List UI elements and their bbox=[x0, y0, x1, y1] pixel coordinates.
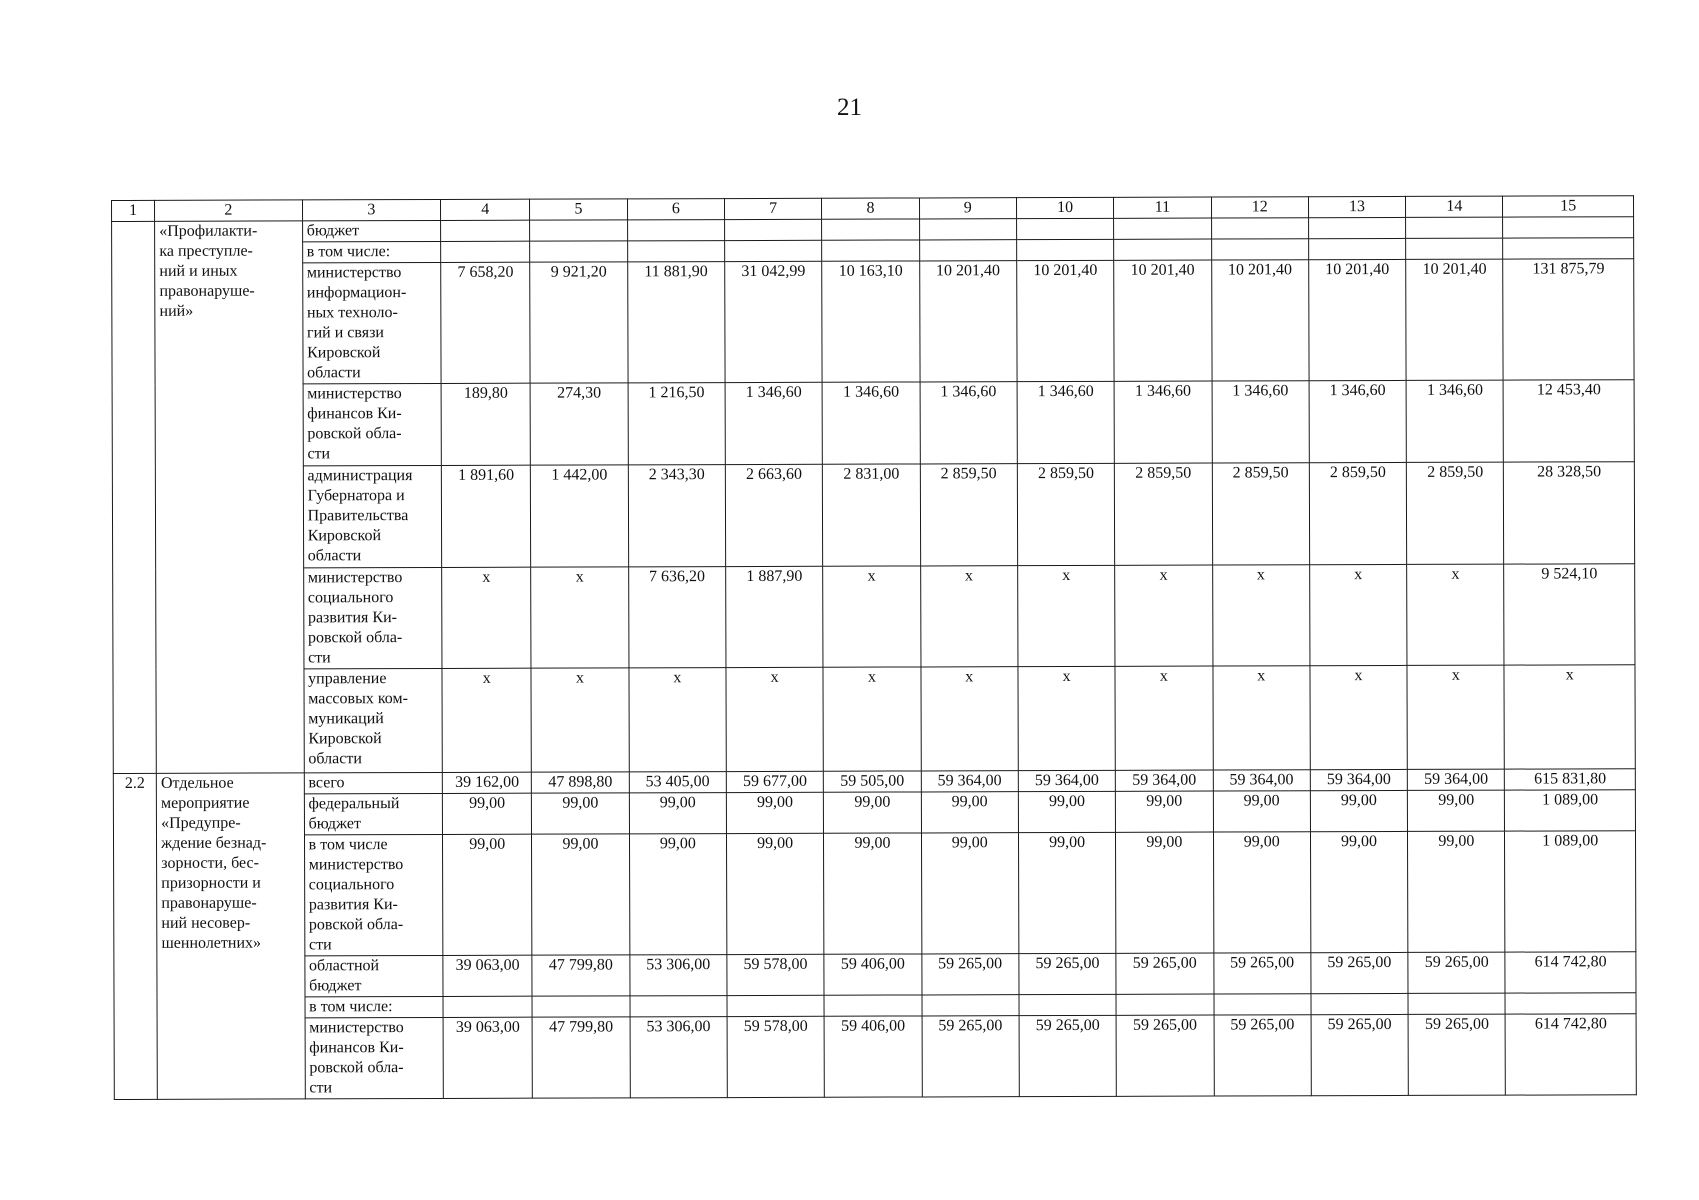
amount-cell: х bbox=[1310, 665, 1408, 769]
amount-cell: 59 578,00 bbox=[727, 954, 824, 995]
funding-source-label: управление массовых ком- муникаций Кировской области bbox=[304, 668, 443, 772]
amount-cell: 59 265,00 bbox=[1408, 952, 1505, 993]
column-number-cell: 5 bbox=[530, 199, 627, 220]
amount-cell: 99,00 bbox=[1018, 832, 1116, 953]
amount-cell bbox=[627, 241, 724, 262]
amount-cell: х bbox=[1407, 665, 1505, 769]
amount-cell: 59 265,00 bbox=[1408, 1014, 1506, 1095]
amount-cell: х bbox=[726, 667, 824, 771]
amount-cell: 9 524,10 bbox=[1504, 564, 1635, 665]
amount-cell: 1 442,00 bbox=[531, 465, 629, 567]
amount-cell bbox=[441, 241, 530, 262]
amount-cell: 99,00 bbox=[532, 793, 629, 834]
amount-cell: 10 201,40 bbox=[1211, 260, 1309, 381]
amount-cell bbox=[727, 995, 824, 1016]
amount-cell bbox=[1016, 218, 1113, 239]
table-row bbox=[112, 380, 1634, 467]
amount-cell bbox=[1019, 994, 1116, 1015]
amount-cell: 99,00 bbox=[1310, 790, 1407, 831]
amount-cell: 59 265,00 bbox=[1116, 1015, 1214, 1096]
amount-cell bbox=[822, 240, 919, 261]
amount-cell: 2 343,30 bbox=[628, 465, 726, 567]
amount-cell: 10 201,40 bbox=[919, 261, 1017, 382]
amount-cell bbox=[919, 240, 1016, 261]
table-row bbox=[112, 259, 1634, 385]
amount-cell: 59 265,00 bbox=[1019, 953, 1116, 994]
amount-cell: 1 346,60 bbox=[725, 382, 823, 464]
column-number-cell: 10 bbox=[1016, 197, 1113, 218]
amount-cell: 7 636,20 bbox=[628, 567, 726, 668]
amount-cell: 10 201,40 bbox=[1114, 260, 1212, 381]
table-row bbox=[113, 790, 1635, 836]
event-name-cell: Отдельное мероприятие «Предупре- ждение безнад- зорности, бес- призорности и правонаруше- ний несовер- шеннолетних» bbox=[156, 773, 305, 1099]
amount-cell: 99,00 bbox=[921, 792, 1018, 833]
amount-cell: х bbox=[1115, 666, 1213, 770]
amount-cell: 53 306,00 bbox=[630, 955, 727, 996]
amount-cell: х bbox=[1018, 565, 1116, 666]
amount-cell bbox=[1211, 239, 1308, 260]
amount-cell: 1 891,60 bbox=[441, 465, 531, 567]
amount-cell bbox=[441, 220, 530, 241]
amount-cell bbox=[1503, 238, 1634, 259]
amount-cell: 12 453,40 bbox=[1504, 380, 1635, 462]
amount-cell: х bbox=[921, 667, 1019, 771]
amount-cell: х bbox=[531, 567, 629, 668]
amount-cell bbox=[922, 995, 1019, 1016]
amount-cell: х bbox=[1504, 665, 1635, 769]
amount-cell: 59 364,00 bbox=[1407, 769, 1504, 790]
amount-cell: 2 859,50 bbox=[1212, 463, 1310, 565]
amount-cell: 1 089,00 bbox=[1505, 831, 1636, 952]
amount-cell: х bbox=[1213, 666, 1311, 770]
amount-cell: 99,00 bbox=[629, 834, 727, 955]
amount-cell: 53 405,00 bbox=[629, 772, 726, 793]
amount-cell: 99,00 bbox=[629, 793, 726, 834]
amount-cell: 1 216,50 bbox=[628, 383, 726, 465]
funding-source-label: всего bbox=[304, 772, 443, 793]
amount-cell: 59 578,00 bbox=[727, 1016, 825, 1097]
amount-cell bbox=[627, 220, 724, 241]
event-number-cell bbox=[112, 221, 157, 773]
amount-cell: х bbox=[442, 668, 532, 772]
amount-cell bbox=[1114, 239, 1211, 260]
amount-cell: 59 406,00 bbox=[824, 1016, 922, 1097]
amount-cell bbox=[1408, 993, 1505, 1014]
amount-cell: 1 346,60 bbox=[822, 382, 920, 464]
amount-cell: 59 265,00 bbox=[1116, 953, 1213, 994]
amount-cell: 59 364,00 bbox=[921, 771, 1018, 792]
amount-cell bbox=[1503, 217, 1634, 238]
amount-cell bbox=[1505, 993, 1636, 1014]
amount-cell bbox=[1308, 238, 1405, 259]
amount-cell bbox=[725, 219, 822, 240]
amount-cell: х bbox=[1407, 564, 1505, 665]
amount-cell bbox=[919, 219, 1016, 240]
amount-cell: 59 265,00 bbox=[1019, 1015, 1117, 1096]
table-row bbox=[114, 1014, 1636, 1100]
amount-cell: 59 265,00 bbox=[1214, 1015, 1312, 1096]
funding-source-label: министерство финансов Ки- ровской обла- сти bbox=[305, 1017, 444, 1098]
amount-cell: 59 265,00 bbox=[922, 1016, 1020, 1097]
amount-cell: 59 265,00 bbox=[1213, 953, 1310, 994]
column-number-cell: 6 bbox=[627, 199, 724, 220]
table-body bbox=[112, 196, 1637, 1100]
amount-cell: 131 875,79 bbox=[1503, 259, 1634, 380]
amount-cell bbox=[1311, 993, 1408, 1014]
table-row bbox=[112, 462, 1634, 569]
amount-cell: 1 887,90 bbox=[726, 566, 824, 667]
amount-cell: х bbox=[823, 566, 921, 667]
amount-cell bbox=[1308, 217, 1405, 238]
amount-cell bbox=[1214, 994, 1311, 1015]
amount-cell: 1 346,60 bbox=[1212, 381, 1310, 463]
amount-cell: 10 201,40 bbox=[1017, 260, 1115, 381]
event-name-cell: «Профилакти- ка преступле- ний и иных правонаруше- ний» bbox=[155, 221, 304, 773]
amount-cell: х bbox=[531, 668, 629, 772]
amount-cell: 1 346,60 bbox=[1309, 380, 1407, 462]
column-number-cell: 7 bbox=[724, 198, 821, 219]
amount-cell: х bbox=[1018, 666, 1116, 770]
amount-cell bbox=[532, 996, 629, 1017]
amount-cell bbox=[1406, 217, 1503, 238]
amount-cell: 1 089,00 bbox=[1505, 790, 1636, 831]
amount-cell: х bbox=[629, 668, 727, 772]
amount-cell bbox=[1116, 994, 1213, 1015]
amount-cell: 99,00 bbox=[1018, 791, 1115, 832]
amount-cell: 59 265,00 bbox=[1311, 952, 1408, 993]
amount-cell bbox=[1017, 239, 1114, 260]
amount-cell: 47 799,80 bbox=[532, 1017, 630, 1098]
funding-source-label: областной бюджет bbox=[305, 955, 444, 996]
amount-cell: 28 328,50 bbox=[1504, 462, 1635, 564]
amount-cell: 99,00 bbox=[532, 834, 630, 955]
table-row bbox=[113, 831, 1635, 957]
amount-cell: 2 663,60 bbox=[725, 464, 823, 566]
column-number-cell: 3 bbox=[302, 199, 441, 220]
amount-cell: 59 505,00 bbox=[824, 771, 921, 792]
amount-cell: х bbox=[1310, 564, 1408, 665]
amount-cell: 99,00 bbox=[442, 793, 531, 834]
amount-cell: 615 831,80 bbox=[1505, 769, 1636, 790]
amount-cell: 99,00 bbox=[921, 833, 1019, 954]
amount-cell bbox=[822, 219, 919, 240]
amount-cell: 99,00 bbox=[726, 792, 823, 833]
column-number-cell: 15 bbox=[1503, 196, 1634, 217]
amount-cell: 99,00 bbox=[1408, 790, 1505, 831]
amount-cell: 1 346,60 bbox=[1017, 381, 1115, 463]
amount-cell: 99,00 bbox=[443, 834, 533, 955]
funding-source-label: администрация Губернатора и Правительства Кировской области bbox=[303, 465, 442, 567]
amount-cell: 99,00 bbox=[1213, 791, 1310, 832]
amount-cell bbox=[530, 241, 627, 262]
amount-cell: х bbox=[920, 566, 1018, 667]
column-number-cell: 8 bbox=[822, 198, 919, 219]
amount-cell: 99,00 bbox=[726, 833, 824, 954]
column-number-cell: 14 bbox=[1406, 196, 1503, 217]
column-number-cell: 13 bbox=[1308, 196, 1405, 217]
funding-source-label: в том числе министерство социального развития Ки- ровской обла- сти bbox=[304, 834, 443, 955]
amount-cell: 10 163,10 bbox=[822, 261, 920, 382]
amount-cell: 99,00 bbox=[824, 833, 922, 954]
amount-cell: 99,00 bbox=[1213, 832, 1311, 953]
amount-cell: х bbox=[1115, 565, 1213, 666]
amount-cell: 2 859,50 bbox=[1017, 463, 1115, 565]
table-row bbox=[113, 564, 1635, 670]
column-number-cell: 9 bbox=[919, 198, 1016, 219]
amount-cell: 189,80 bbox=[441, 383, 531, 465]
amount-cell: 59 677,00 bbox=[726, 771, 823, 792]
amount-cell bbox=[1406, 238, 1503, 259]
amount-cell: 2 859,50 bbox=[1407, 462, 1505, 564]
amount-cell bbox=[530, 220, 627, 241]
amount-cell bbox=[725, 240, 822, 261]
amount-cell: 99,00 bbox=[1116, 832, 1214, 953]
amount-cell: 1 346,60 bbox=[1406, 380, 1504, 462]
amount-cell: 59 406,00 bbox=[824, 954, 921, 995]
amount-cell bbox=[443, 996, 532, 1017]
column-number-cell: 1 bbox=[112, 200, 155, 221]
amount-cell: 39 063,00 bbox=[443, 955, 532, 996]
amount-cell: 39 063,00 bbox=[443, 1017, 533, 1098]
amount-cell: х bbox=[442, 567, 532, 668]
amount-cell: 31 042,99 bbox=[725, 261, 823, 382]
amount-cell: 59 265,00 bbox=[921, 954, 1018, 995]
amount-cell: 59 265,00 bbox=[1311, 1014, 1409, 1095]
amount-cell bbox=[1114, 218, 1211, 239]
column-number-cell: 2 bbox=[155, 200, 303, 221]
table-row bbox=[113, 665, 1635, 774]
amount-cell: 1 346,60 bbox=[920, 382, 1018, 464]
amount-cell: 99,00 bbox=[1116, 791, 1213, 832]
amount-cell: 2 859,50 bbox=[920, 464, 1018, 566]
funding-source-label: в том числе: bbox=[305, 996, 444, 1017]
column-number-cell: 12 bbox=[1211, 197, 1308, 218]
column-number-cell: 4 bbox=[441, 199, 530, 220]
amount-cell: 1 346,60 bbox=[1114, 381, 1212, 463]
amount-cell bbox=[824, 995, 921, 1016]
amount-cell: х bbox=[1212, 565, 1310, 666]
amount-cell: 59 364,00 bbox=[1018, 770, 1115, 791]
funding-source-label: министерство социального развития Ки- ровской обла- сти bbox=[303, 567, 442, 668]
column-number-cell: 11 bbox=[1114, 197, 1211, 218]
amount-cell: 99,00 bbox=[1408, 831, 1506, 952]
amount-cell bbox=[1211, 218, 1308, 239]
amount-cell: 47 799,80 bbox=[532, 955, 629, 996]
amount-cell: 2 831,00 bbox=[823, 464, 921, 566]
amount-cell: 2 859,50 bbox=[1309, 462, 1407, 564]
funding-source-label: министерство финансов Ки- ровской обла- сти bbox=[303, 383, 442, 465]
funding-source-label: федеральный бюджет bbox=[304, 793, 443, 834]
funding-source-label: в том числе: bbox=[302, 241, 441, 262]
amount-cell: 10 201,40 bbox=[1309, 259, 1407, 380]
funding-source-label: министерство информацион- ных техноло- гий и связи Кировской области bbox=[302, 262, 441, 383]
amount-cell: 59 364,00 bbox=[1213, 770, 1310, 791]
amount-cell: 47 898,80 bbox=[532, 772, 629, 793]
budget-table bbox=[111, 195, 1637, 1100]
table-row bbox=[114, 952, 1636, 998]
amount-cell: х bbox=[823, 667, 921, 771]
amount-cell: 99,00 bbox=[1310, 831, 1408, 952]
amount-cell: 2 859,50 bbox=[1115, 463, 1213, 565]
amount-cell: 59 364,00 bbox=[1116, 770, 1213, 791]
page-number: 21 bbox=[837, 94, 862, 121]
amount-cell: 10 201,40 bbox=[1406, 259, 1504, 380]
amount-cell: 39 162,00 bbox=[442, 772, 531, 793]
amount-cell: 7 658,20 bbox=[441, 262, 531, 383]
amount-cell: 9 921,20 bbox=[530, 262, 628, 383]
funding-source-label: бюджет bbox=[302, 220, 441, 241]
amount-cell: 11 881,90 bbox=[627, 262, 725, 383]
amount-cell: 59 364,00 bbox=[1310, 769, 1407, 790]
amount-cell: 99,00 bbox=[824, 792, 921, 833]
amount-cell: 274,30 bbox=[530, 383, 628, 465]
amount-cell: 614 742,80 bbox=[1505, 952, 1636, 993]
amount-cell bbox=[630, 996, 727, 1017]
event-number-cell: 2.2 bbox=[113, 773, 157, 1099]
amount-cell: 614 742,80 bbox=[1506, 1014, 1637, 1095]
amount-cell: 53 306,00 bbox=[630, 1017, 728, 1098]
